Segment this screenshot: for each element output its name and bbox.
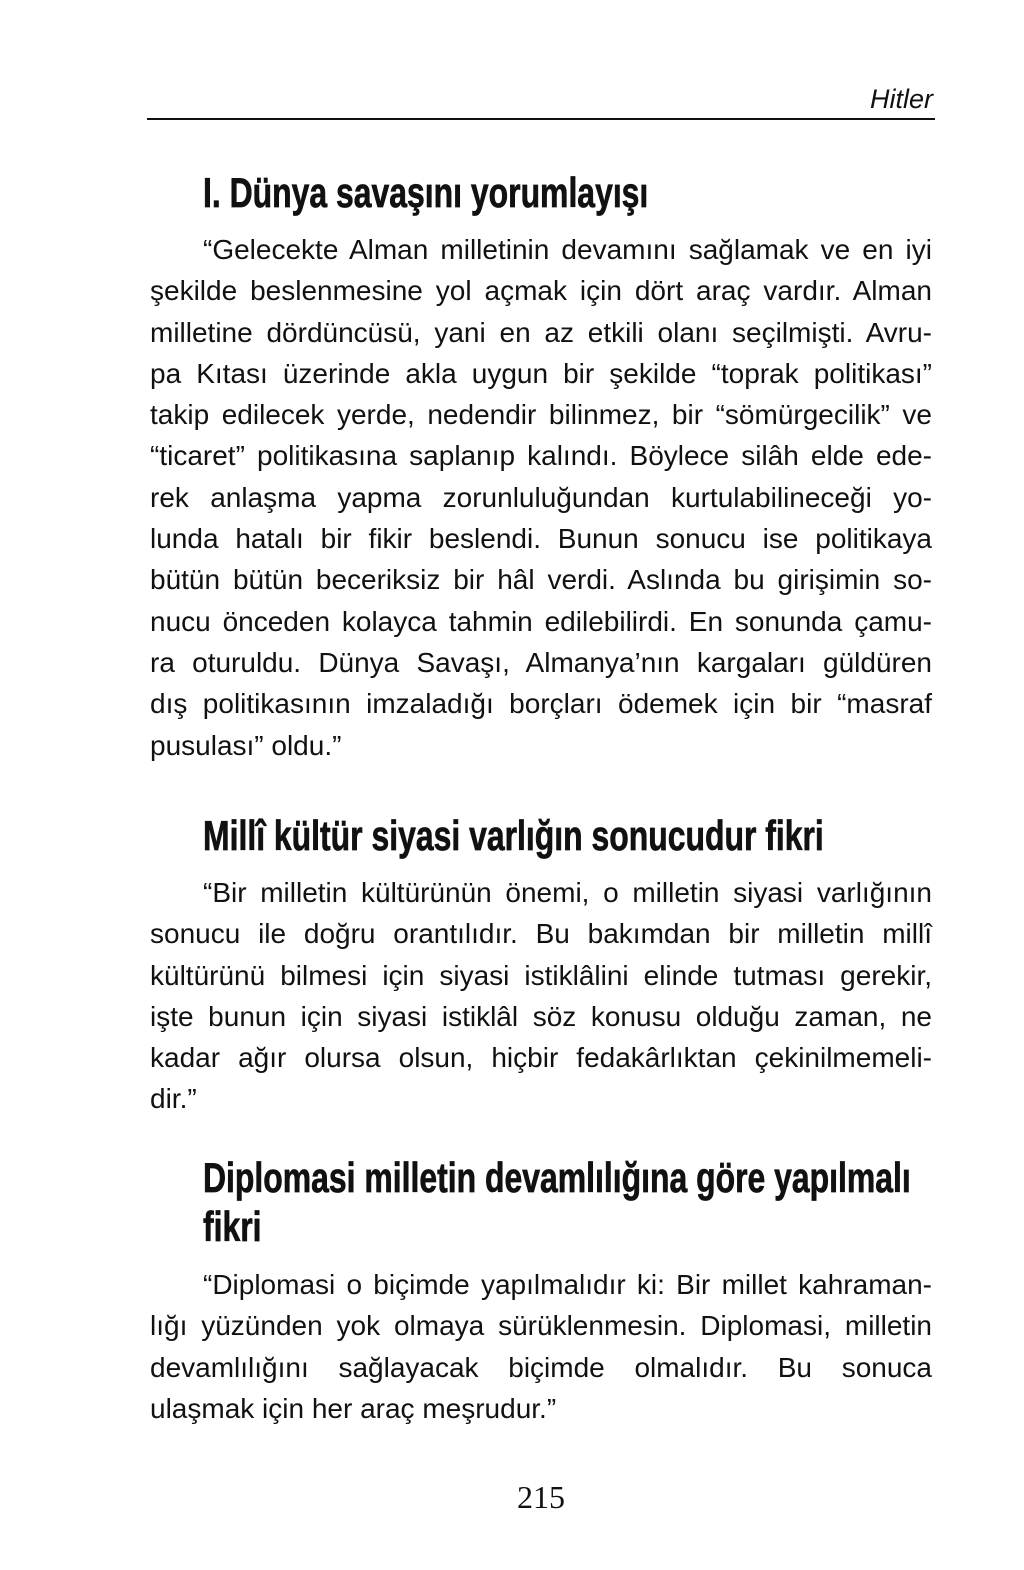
paragraph-line: işte bunun için siyasi istiklâl söz konusu olduğu zaman, ne	[150, 1000, 932, 1032]
body-paragraph	[150, 229, 932, 766]
paragraph-line: “Diplomasi o biçimde yapılmalıdır ki: Bir millet kahraman-	[203, 1269, 932, 1300]
paragraph-line: rek anlaşma yapma zorunluluğundan kurtulabilineceği yo-	[150, 481, 932, 513]
body-paragraph	[150, 872, 932, 1120]
paragraph-line: ra oturuldu. Dünya Savaşı, Almanya’nın kargaları güldüren	[150, 646, 932, 678]
page-number: 215	[517, 1479, 565, 1515]
paragraph-line: kadar ağır olursa olsun, hiçbir fedakârlıktan çekinilmemeli-	[150, 1042, 932, 1074]
paragraph-line: kültürünü bilmesi için siyasi istiklâlini elinde tutması gerekir,	[150, 959, 932, 991]
paragraph-line: milletine dördüncüsü, yani en az etkili olanı seçilmişti. Avru-	[150, 316, 932, 348]
paragraph-line: pusulası” oldu.”	[150, 729, 342, 761]
section-heading-container	[203, 1153, 937, 1253]
section-heading-container	[203, 815, 937, 865]
paragraph-line: “Bir milletin kültürünün önemi, o milletin siyasi varlığının	[203, 877, 932, 908]
section-heading: Diplomasi milletin devamlılığına göre yapılmalı fikri	[203, 1154, 911, 1250]
paragraph-line: sonucu ile doğru orantılıdır. Bu bakımdan bir milletin millî	[150, 918, 932, 950]
paragraph-line: devamlılığını sağlayacak biçimde olmalıdır. Bu sonuca	[150, 1351, 932, 1383]
paragraph-line: lığı yüzünden yok olmaya sürüklenmesin. Diplomasi, milletin	[150, 1310, 932, 1342]
paragraph-line: takip edilecek yerde, nedendir bilinmez, bir “sömürgecilik” ve	[150, 399, 932, 431]
section-heading: Millî kültür siyasi varlığın sonucudur fikri	[203, 815, 824, 859]
body-paragraph	[150, 1264, 932, 1429]
section-heading: I. Dünya savaşını yorumlayışı	[203, 172, 649, 216]
paragraph-line: “Gelecekte Alman milletinin devamını sağlamak ve en iyi	[203, 234, 932, 265]
running-header: Hitler	[869, 84, 933, 114]
paragraph-line: dir.”	[150, 1083, 197, 1115]
section-heading-container	[203, 172, 937, 222]
paragraph-line: lunda hatalı bir fikir beslendi. Bunun sonucu ise politikaya	[150, 523, 932, 555]
paragraph-line: pa Kıtası üzerinde akla uygun bir şekilde “toprak politikası”	[150, 357, 932, 389]
paragraph-line: bütün bütün beceriksiz bir hâl verdi. Aslında bu girişimin so-	[150, 564, 932, 596]
paragraph-line: şekilde beslenmesine yol açmak için dört araç vardır. Alman	[150, 275, 932, 307]
paragraph-line: dış politikasının imzaladığı borçları ödemek için bir “masraf	[150, 688, 932, 720]
header-rule	[147, 118, 935, 120]
paragraph-line: “ticaret” politikasına saplanıp kalındı. Böylece silâh elde ede-	[150, 440, 932, 472]
paragraph-line: nucu önceden kolayca tahmin edilebilirdi. En sonunda çamu-	[150, 605, 932, 637]
paragraph-line: ulaşmak için her araç meşrudur.”	[150, 1392, 557, 1424]
